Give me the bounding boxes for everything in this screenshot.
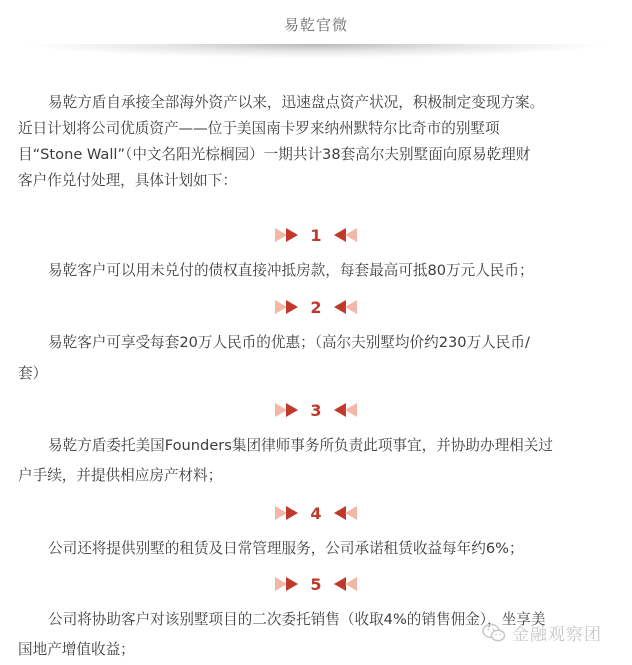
item-1-text: 易乾客户可以用未兑付的债权直接冲抵房款，每套最高可抵80万元人民币； — [48, 262, 534, 279]
double-arrow-right-icon — [274, 576, 304, 592]
article-header — [0, 0, 632, 58]
section-marker-2 — [0, 295, 632, 319]
section-marker-3 — [0, 398, 632, 422]
header-divider-shadow — [20, 44, 612, 58]
watermark — [482, 620, 602, 645]
double-arrow-left-icon — [328, 505, 358, 521]
item-2-line-2: 套） — [18, 365, 48, 382]
item-4-line-1 — [18, 536, 616, 562]
item-3-text-1: 易乾方盾委托美国Founders集团律师事务所负责此项事宜，并协助办理相关过 — [48, 437, 553, 454]
item-1-line-1 — [18, 258, 616, 284]
double-arrow-right-icon — [274, 299, 304, 315]
section-marker-5 — [0, 572, 632, 596]
item-5-line-2: 国地产增值收益； — [18, 641, 135, 658]
item-4-text: 公司还将提供别墅的租赁及日常管理服务，公司承诺租赁收益每年约6%； — [48, 540, 524, 557]
intro-line-4: 客户作兑付处理，具体计划如下： — [18, 172, 237, 189]
intro-line-2: 近日计划将公司优质资产——位于美国南卡罗来纳州默特尔比奇市的别墅项 — [18, 120, 500, 137]
item-3-line-2: 户手续，并提供相应房产材料； — [18, 467, 223, 484]
intro-line-3: 目“Stone Wall”（中文名阳光棕榈园）一期共计38套高尔夫别墅面向原易乾理财 — [18, 146, 531, 163]
item-2-line-1 — [18, 330, 616, 356]
watermark-text: 金融观察团 — [512, 625, 602, 645]
double-arrow-left-icon — [328, 227, 358, 243]
double-arrow-left-icon — [328, 576, 358, 592]
item-2-text-1: 易乾客户可享受每套20万人民币的优惠；（高尔夫别墅均价约230万人民币/ — [48, 334, 530, 351]
double-arrow-right-icon — [274, 227, 304, 243]
section-marker-4 — [0, 501, 632, 525]
account-title: 易乾官微 — [283, 16, 348, 34]
intro-line-1 — [18, 90, 616, 116]
double-arrow-left-icon — [328, 402, 358, 418]
item-3-line-1 — [18, 433, 616, 459]
section-number-4: 4 — [310, 503, 322, 523]
section-number-2: 2 — [310, 297, 322, 317]
section-number-1: 1 — [310, 225, 322, 245]
section-marker-1 — [0, 223, 632, 247]
section-number-3: 3 — [310, 400, 322, 420]
intro-text-1: 易乾方盾自承接全部海外资产以来，迅速盘点资产状况，积极制定变现方案。 — [48, 94, 545, 111]
double-arrow-left-icon — [328, 299, 358, 315]
item-5-text-1: 公司将协助客户对该别墅项目的二次委托销售（收取4%的销售佣金），坐享美 — [48, 611, 546, 628]
double-arrow-right-icon — [274, 402, 304, 418]
wechat-icon — [482, 623, 506, 643]
section-number-5: 5 — [310, 574, 322, 594]
double-arrow-right-icon — [274, 505, 304, 521]
